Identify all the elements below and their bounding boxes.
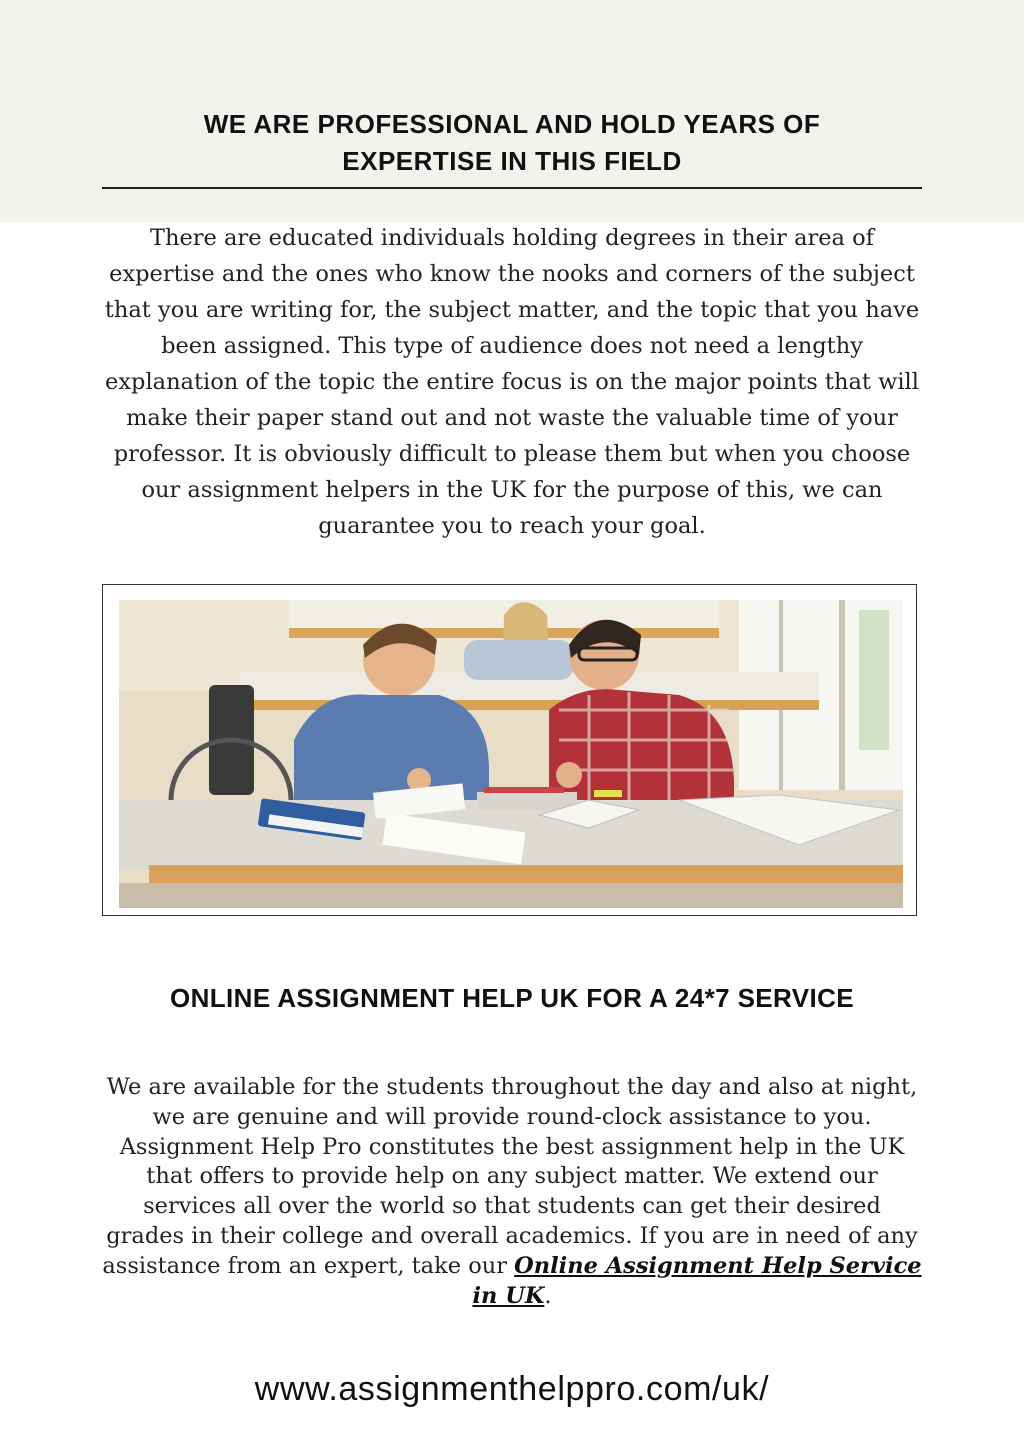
students-studying-photo — [119, 600, 903, 908]
online-help-paragraph — [102, 1073, 922, 1311]
footer-website-url: www.assignmenthelppro.com/uk/ — [254, 1370, 770, 1408]
heading-line-2: EXPERTISE IN THIS FIELD — [342, 146, 682, 176]
online-assignment-help-link[interactable]: Online Assignment Help Service in UK — [472, 1252, 922, 1309]
paragraph-end: . — [544, 1282, 552, 1309]
section-heading-online-help: ONLINE ASSIGNMENT HELP UK FOR A 24*7 SERVICE — [169, 983, 855, 1013]
photo-frame — [102, 584, 917, 916]
expertise-paragraph: There are educated individuals holding degrees in their area of expertise and the ones who know the nooks and corners of the subject that you are writing for, the subject matter, and the topic that you have been assigned. This type of audience does not need a lengthy explanation of the topic the entire focus is on the major points that will make their paper stand out and not waste the valuable time of your professor. It is obviously difficult to please them but when you choose our assignment helpers in the UK for the purpose of this, we can guarantee you to reach your goal. — [104, 225, 920, 539]
heading-line-1: WE ARE PROFESSIONAL AND HOLD YEARS OF — [203, 109, 821, 139]
section-heading-expertise — [102, 106, 922, 180]
online-help-text: We are available for the students throughout the day and also at night, we are genuine and will provide round-clock assistance to you. Assignment Help Pro constitutes the best assignment help in the UK that offers to provide help on any subject matter. We extend our services all over the world so that students can get their desired grades in their college and overall academics. If you are in need of any assistance from an expert, take our — [102, 1074, 918, 1279]
heading-divider — [102, 187, 922, 189]
